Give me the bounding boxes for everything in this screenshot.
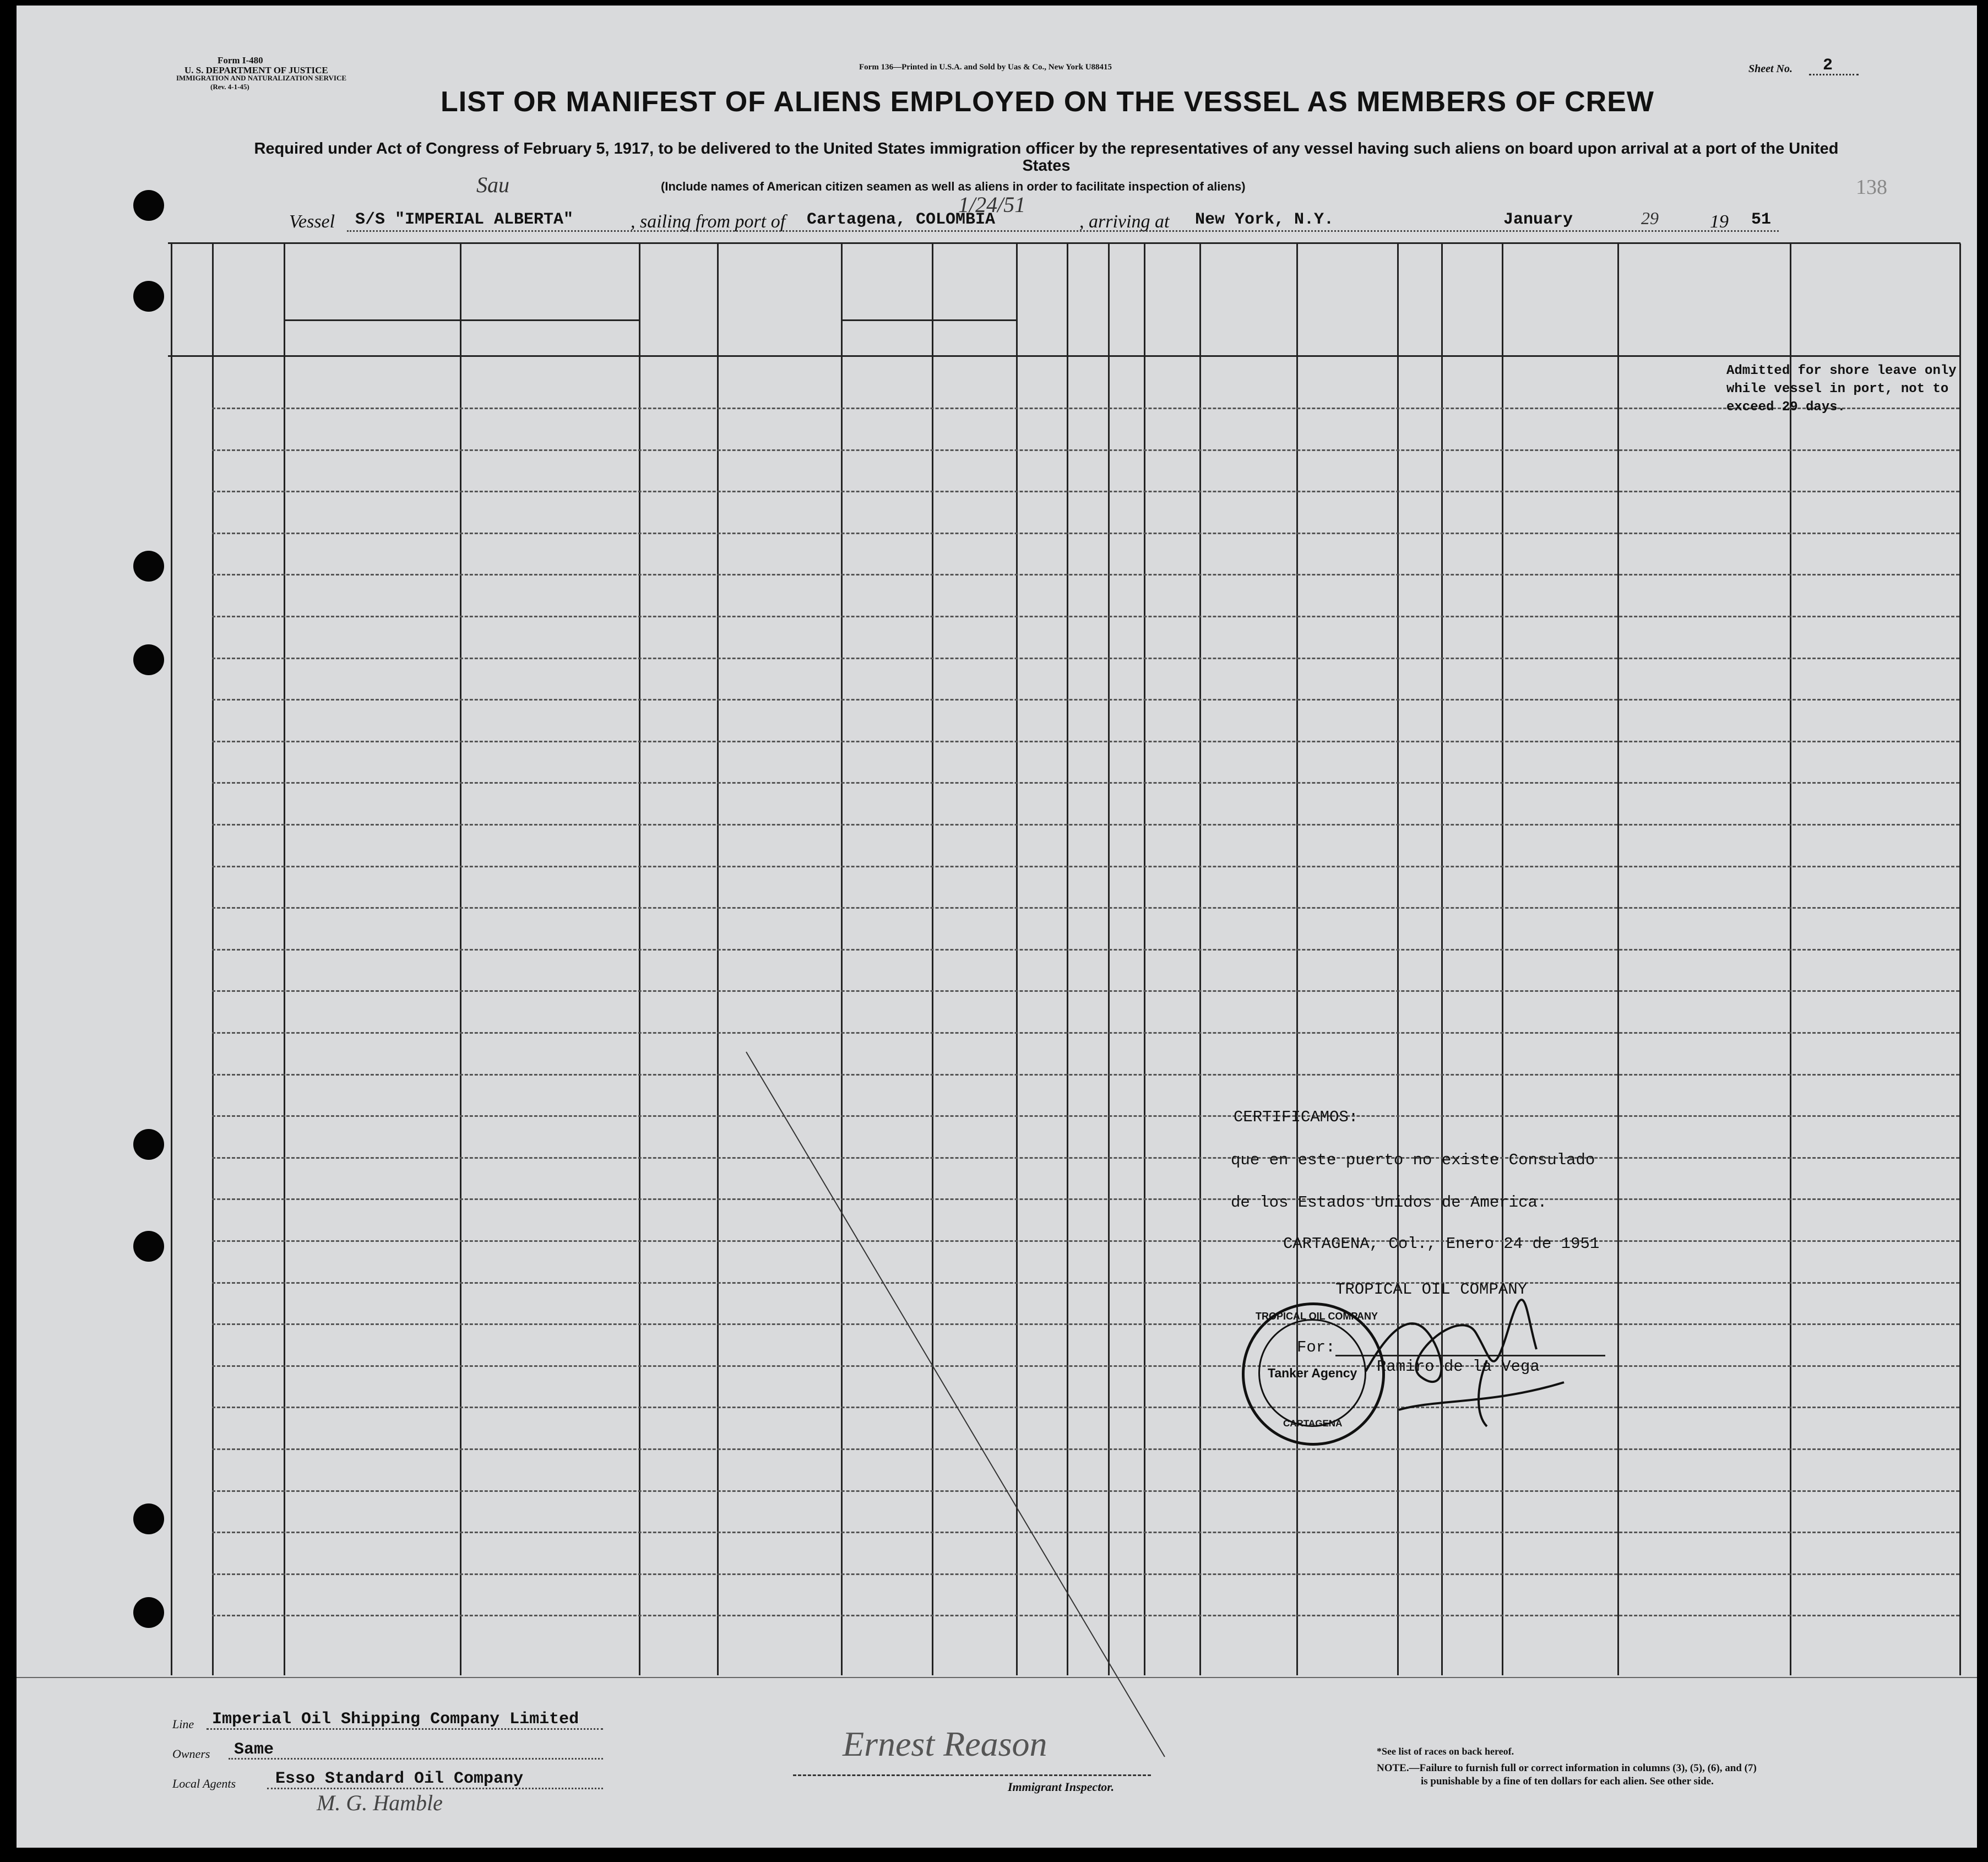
sheet-number: 2	[1823, 56, 1833, 75]
row-rule	[212, 491, 1959, 492]
table-column-rule	[1502, 243, 1503, 1675]
inspector-signature: Ernest Reason	[843, 1724, 1047, 1763]
shipped-subheader-rule	[841, 319, 1016, 321]
line-value: Imperial Oil Shipping Company Limited	[212, 1710, 579, 1729]
table-column-rule	[717, 243, 719, 1675]
signature-scrawl	[1349, 1289, 1580, 1432]
row-rule	[212, 741, 1959, 742]
table-column-rule	[1617, 243, 1619, 1675]
table-column-rule	[639, 243, 640, 1675]
penalty-note-2: is punishable by a fine of ten dollars for each alien. See other side.	[1421, 1776, 1714, 1787]
table-column-rule	[1296, 243, 1298, 1675]
table-column-rule	[171, 243, 172, 1675]
certificate-for-label: For:	[1297, 1338, 1335, 1356]
certificate-line-2: que en este puerto no existe Consulado	[1231, 1151, 1595, 1169]
handwritten-date: 1/24/51	[958, 192, 1026, 217]
arrival-year: 51	[1751, 210, 1772, 229]
row-rule	[212, 699, 1959, 701]
remarks-line-3: exceed 29 days.	[1726, 400, 1846, 415]
agent-signature: M. G. Hamble	[317, 1790, 443, 1815]
port-of-sailing: Cartagena, COLOMBIA	[807, 210, 996, 229]
arriving-label: , arriving at	[1079, 211, 1170, 232]
year-prefix: 19	[1710, 211, 1729, 232]
sheet-label: Sheet No.	[1748, 63, 1793, 75]
certificate-signer: Ramiro de la Vega	[1377, 1358, 1540, 1376]
table-column-rule	[1199, 243, 1201, 1675]
subtitle-note: (Include names of American citizen seamen as well as aliens in order to facilitate inspection of aliens)	[661, 180, 1246, 193]
page-title: LIST OR MANIFEST OF ALIENS EMPLOYED ON THE VESSEL AS MEMBERS OF CREW	[441, 86, 1654, 118]
inspector-line	[793, 1774, 1151, 1776]
agents-underline	[267, 1788, 603, 1789]
agents-label: Local Agents	[172, 1777, 236, 1790]
table-column-rule	[284, 243, 285, 1675]
row-rule	[212, 866, 1959, 867]
row-rule	[212, 658, 1959, 659]
manifest-sheet	[17, 6, 1977, 1848]
service: IMMIGRATION AND NATURALIZATION SERVICE	[176, 74, 347, 82]
agents-value: Esso Standard Oil Company	[275, 1769, 524, 1788]
row-rule	[212, 782, 1959, 784]
line-label: Line	[172, 1717, 194, 1731]
races-note: *See list of races on back hereof.	[1377, 1746, 1514, 1757]
penalty-note: NOTE.—Failure to furnish full or correct information in columns (3), (5), (6), and (7)	[1377, 1762, 1757, 1774]
row-rule	[212, 907, 1959, 909]
certificate-line-5: TROPICAL OIL COMPANY	[1335, 1280, 1528, 1299]
certificate-line-4: CARTAGENA, Col., Enero 24 de 1951	[1283, 1235, 1600, 1253]
form-id: Form I-480	[218, 55, 263, 66]
table-column-rule	[212, 243, 214, 1675]
row-rule	[212, 574, 1959, 576]
owners-label: Owners	[172, 1747, 210, 1761]
printer-line: Form 136—Printed in U.S.A. and Sold by Uas & Co., New York U88415	[859, 63, 1112, 72]
subtitle-text: Required under Act of Congress of February 5, 1917, to be delivered to the United States immigration officer by the representatives of any vessel having such aliens on board upon arrival at a port of the United States	[254, 140, 1839, 175]
sailing-label: , sailing from port of	[631, 211, 786, 232]
row-rule	[212, 533, 1959, 534]
stamp-bottom-text: CARTAGENA	[1283, 1418, 1343, 1429]
row-rule	[212, 449, 1959, 451]
line-underline	[207, 1728, 603, 1730]
inspector-label: Immigrant Inspector.	[1008, 1780, 1115, 1794]
vessel-name: S/S "IMPERIAL ALBERTA"	[355, 210, 574, 229]
table-column-rule	[1397, 243, 1399, 1675]
row-rule	[212, 824, 1959, 826]
owners-value: Same	[234, 1740, 274, 1759]
arrival-month: January	[1503, 210, 1573, 229]
row-rule	[212, 616, 1959, 617]
certificate-line-3: de los Estados Unidos de America.	[1231, 1193, 1547, 1212]
row-rule	[212, 949, 1959, 951]
table-header-border	[168, 355, 1960, 357]
certificate-line-1: CERTIFICAMOS:	[1234, 1108, 1359, 1126]
page-number: 138	[1856, 176, 1887, 199]
row-rule	[212, 1032, 1959, 1034]
table-top-border	[168, 242, 1960, 244]
table-column-rule	[1959, 243, 1961, 1675]
handwritten-note: Sau	[476, 172, 509, 197]
arrival-day: 29	[1641, 208, 1659, 228]
port-of-arrival: New York, N.Y.	[1195, 210, 1334, 229]
stamp-top-text: TROPICAL OIL COMPANY	[1256, 1311, 1378, 1322]
name-split-rule	[460, 321, 461, 1674]
owners-underline	[229, 1758, 603, 1760]
revision: (Rev. 4-1-45)	[210, 83, 249, 91]
department: U. S. DEPARTMENT OF JUSTICE	[184, 65, 328, 75]
remarks-line-2: while vessel in port, not to	[1726, 382, 1949, 397]
stamp-mid-text: Tanker Agency	[1268, 1366, 1357, 1380]
table-column-rule	[1441, 243, 1443, 1675]
vessel-label: Vessel	[289, 211, 335, 232]
cancel-diagonal-line	[735, 1046, 1176, 1762]
table-column-rule	[1790, 243, 1791, 1675]
row-rule	[212, 990, 1959, 992]
row-rule	[212, 408, 1959, 409]
remarks-line-1: Admitted for shore leave only	[1726, 363, 1957, 378]
